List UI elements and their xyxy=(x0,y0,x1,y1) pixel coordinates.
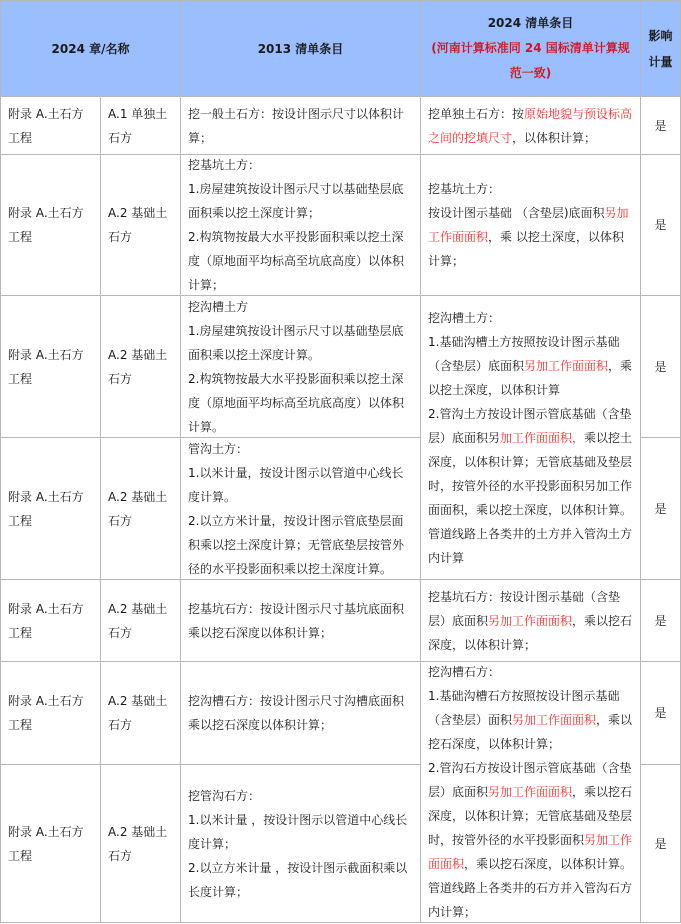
row-4-chapter xyxy=(0,438,101,580)
plain-text: ，乘以挖石深度，以体积计算； 2.管沟石方按设计图示管底基础（含垫层）底面积 xyxy=(428,713,633,799)
impact-value: 是 xyxy=(654,501,667,516)
item-2024-rows-3-4 xyxy=(421,296,641,580)
highlight-change: 另加工作面面积 xyxy=(512,713,597,727)
row-1-impact xyxy=(641,97,681,155)
chapter-text: 附录 A.土石方工程 xyxy=(8,601,84,640)
row-7-impact xyxy=(641,765,681,923)
header-chapter-name xyxy=(0,0,181,97)
item-2013-text: 挖一般土石方：按设计图示尺寸以体积计算； xyxy=(188,106,405,145)
item-2024-rows-6-7 xyxy=(421,662,641,923)
highlight-change: 另加工作面面积 xyxy=(488,613,573,628)
plain-text: ，乘 以挖土深度，以体积计算； xyxy=(428,230,624,268)
row-3-item-2013 xyxy=(181,296,421,438)
section-text: A.1 单独土石方 xyxy=(108,106,168,145)
header-2024-items xyxy=(421,0,641,97)
impact-value: 是 xyxy=(654,836,667,851)
row-7-item-2013 xyxy=(181,765,421,923)
header-impact-label: 影响计量 xyxy=(648,28,673,69)
header-2024-note: (河南计算标准同 24 国标清单计算规范一致) xyxy=(431,41,630,80)
row-2-chapter xyxy=(0,155,101,296)
item-2024-text xyxy=(428,660,633,924)
plain-text: ，乘以挖土深度，以体积计算 2.管沟土方按设计图示管底基础（含垫层）底面积另 xyxy=(428,358,633,445)
item-2013-text: 挖基坑石方：按设计图示尺寸基坑底面积乘以挖石深度以体积计算； xyxy=(188,601,405,640)
plain-text: 挖基坑土方： 按设计图示基础 （含垫层)底面积 xyxy=(428,182,605,220)
section-text: A.2 基础土石方 xyxy=(108,489,168,528)
section-text: A.2 基础土石方 xyxy=(108,601,168,640)
chapter-text: 附录 A.土石方工程 xyxy=(8,824,84,863)
header-2024-title: 2024 清单条目 xyxy=(487,16,574,30)
row-2-section xyxy=(101,155,181,296)
item-2013-text: 挖沟槽土方 1.房屋建筑按设计图示尺寸以基础垫层底面积乘以挖土深度计算。 2.构筑物按最大水平投影面积乘以挖土深度（原地面平均标高至坑底高度）以体积计算。 xyxy=(188,299,405,434)
plain-text: 乘以挖土深度，以体积计算；无管底基础及垫层时，按管外径的水平投影面积另加工作面面积，乘以挖土深度，以体积计算。管道线路上各类井的土方并入管沟土方内计算 xyxy=(428,430,633,565)
header-2013-label: 2013 清单条目 xyxy=(257,41,344,56)
highlight-change: 另加工作面面积 xyxy=(488,785,573,799)
row-5-item-2013 xyxy=(181,580,421,662)
chapter-text: 附录 A.土石方工程 xyxy=(8,489,84,528)
item-2024-rows-5 xyxy=(421,580,641,662)
item-2024-text xyxy=(428,585,633,657)
row-6-impact xyxy=(641,662,681,765)
section-text: A.2 基础土石方 xyxy=(108,824,168,863)
header-impact xyxy=(641,0,681,97)
row-1-chapter xyxy=(0,97,101,155)
row-5-chapter xyxy=(0,580,101,662)
row-4-section xyxy=(101,438,181,580)
item-2024-text xyxy=(428,306,633,570)
item-2013-text: 管沟土方： 1.以米计量，按设计图示以管道中心线长度计算。 2.以立方米计量，按设计图示管底垫层面积乘以挖土深度计算；无管底垫层按管外径的水平投影面积乘以挖土深度计算。 xyxy=(188,441,405,576)
row-6-section xyxy=(101,662,181,765)
row-1-section xyxy=(101,97,181,155)
row-5-section xyxy=(101,580,181,662)
plain-text: ，乘以挖石深度，以体积计算。管道线路上各类井的石方并入管沟石方内计算； xyxy=(428,857,633,919)
item-2013-text: 挖基坑土方： 1.房屋建筑按设计图示尺寸以基础垫层底面积乘以挖土深度计算； 2.构筑物按最大水平投影面积乘以挖土深度（原地面平均标高至坑底高度）以体积计算； xyxy=(188,158,405,292)
item-2024-text xyxy=(428,177,633,273)
plain-text: 挖沟槽石方： 1.基础沟槽石方按照按设计图示基础（含垫层）面积 xyxy=(428,665,620,727)
row-7-section xyxy=(101,765,181,923)
item-2024-text xyxy=(428,102,633,150)
highlight-change: 加工作面面积， xyxy=(500,430,585,445)
plain-text: 挖基坑石方：按设计图示基础（含垫层）底面积 xyxy=(428,589,621,628)
row-5-impact xyxy=(641,580,681,662)
row-7-chapter xyxy=(0,765,101,923)
chapter-text: 附录 A.土石方工程 xyxy=(8,206,84,244)
plain-text: ，乘以挖石深度，以体积计算； xyxy=(428,613,633,652)
row-6-item-2013 xyxy=(181,662,421,765)
plain-text: ，乘以挖石深度，以体积计算；无管底基础及垫层时，按管外径的水平投影面积 xyxy=(428,785,633,847)
row-3-section xyxy=(101,296,181,438)
item-2024-rows-2 xyxy=(421,155,641,296)
header-chapter-label: 2024 章/名称 xyxy=(51,41,130,56)
section-text: A.2 基础土石方 xyxy=(108,206,168,244)
highlight-change: 另加工作面面积 xyxy=(428,206,629,244)
row-4-item-2013 xyxy=(181,438,421,580)
row-2-item-2013 xyxy=(181,155,421,296)
row-1-item-2013 xyxy=(181,97,421,155)
row-4-impact xyxy=(641,438,681,580)
chapter-text: 附录 A.土石方工程 xyxy=(8,694,84,732)
highlight-change: 另加工作面面积 xyxy=(428,833,633,871)
impact-value: 是 xyxy=(654,118,667,133)
item-2024-rows-1 xyxy=(421,97,641,155)
chapter-text: 附录 A.土石方工程 xyxy=(8,347,84,386)
row-2-impact xyxy=(641,155,681,296)
impact-value: 是 xyxy=(654,359,667,374)
plain-text: 挖单独土石方：按 xyxy=(428,106,525,121)
plain-text: 挖沟槽土方： 1.基础沟槽土方按照按设计图示基础（含垫层）底面积 xyxy=(428,310,620,373)
highlight-change: 另加工作面面积 xyxy=(524,358,609,373)
plain-text: ，以体积计算； xyxy=(512,130,597,145)
highlight-change: 原始地貌与预设标高之间的挖填尺寸 xyxy=(428,106,633,145)
impact-value: 是 xyxy=(654,218,667,232)
header-2013-items xyxy=(181,0,421,97)
item-2013-text: 挖沟槽石方：按设计图示尺寸沟槽底面积乘以挖石深度以体积计算； xyxy=(188,694,405,732)
row-6-chapter xyxy=(0,662,101,765)
impact-value: 是 xyxy=(654,706,667,720)
item-2013-text: 挖管沟石方： 1.以米计量 ，按设计图示以管道中心线长度计算； 2.以立方米计量 ，按设计图示截面积乘以长度计算； xyxy=(188,788,408,899)
impact-value: 是 xyxy=(654,613,667,628)
row-3-chapter xyxy=(0,296,101,438)
chapter-text: 附录 A.土石方工程 xyxy=(8,106,84,145)
section-text: A.2 基础土石方 xyxy=(108,694,168,732)
section-text: A.2 基础土石方 xyxy=(108,347,168,386)
row-3-impact xyxy=(641,296,681,438)
